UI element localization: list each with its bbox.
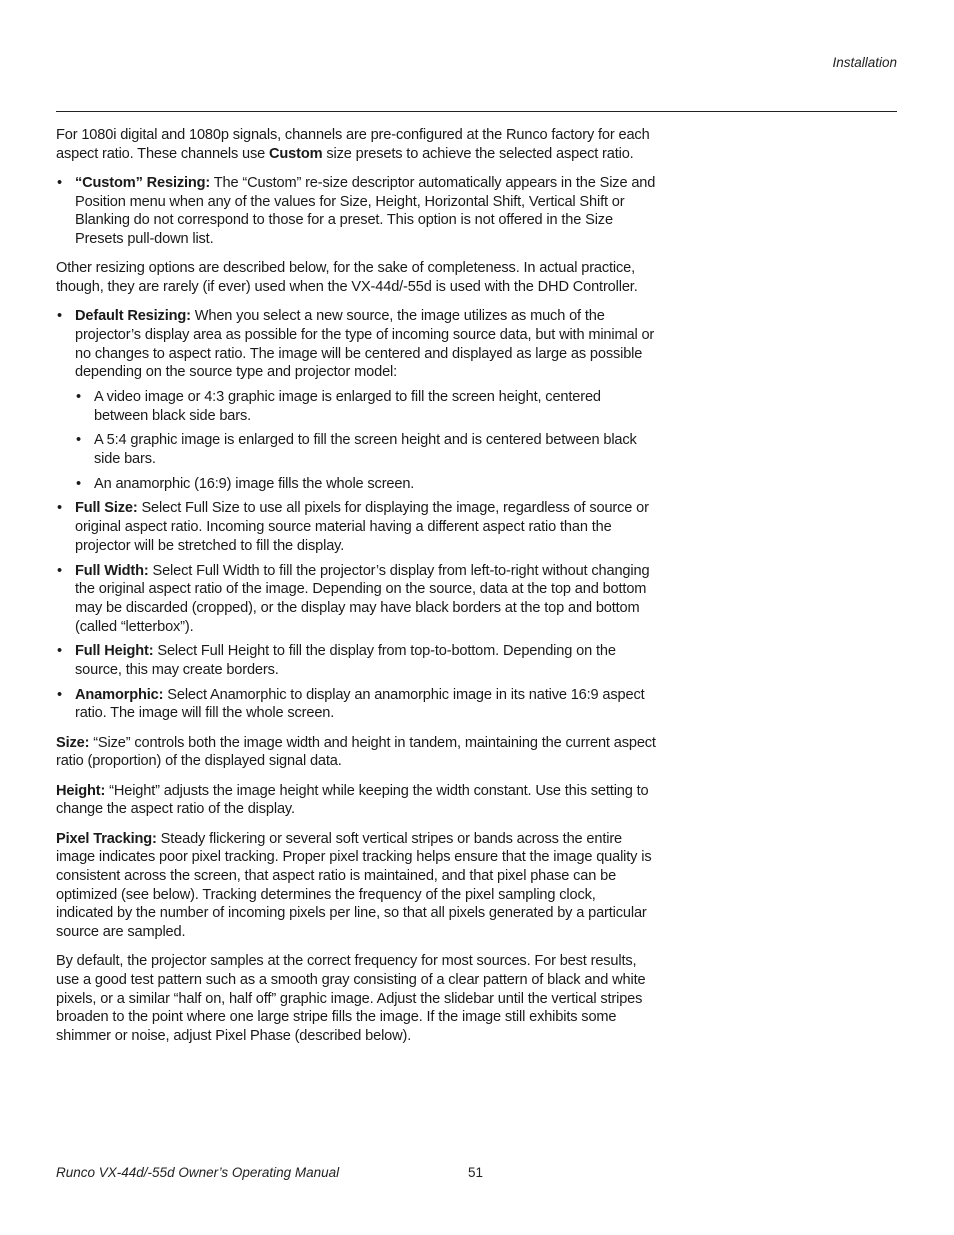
- sub-bullet-anamorphic-image: • An anamorphic (16:9) image fills the whole screen.: [75, 475, 656, 494]
- height-paragraph: [56, 782, 656, 819]
- page-content: [56, 126, 656, 1056]
- footer-page-number: 51: [468, 1165, 484, 1180]
- size-paragraph: [56, 734, 656, 771]
- running-header-section: Installation: [832, 55, 897, 70]
- height-text: “Height” adjusts the image height while keeping the width constant. Use this setting to change the aspect ratio of the display.: [56, 782, 649, 818]
- bullet-term: Full Height:: [75, 643, 154, 660]
- default-sampling-paragraph: By default, the projector samples at the correct frequency for most sources. For best results, use a good test pattern such as a smooth gray consisting of a clear pattern of black and white pixels, or a similar “half on, half off” graphic image. Adjust the slidebar until the vertical stripes broaden to the point where one large stripe fills the image. If the image still exhibits some shimmer or noise, adjust Pixel Phase (described below).: [56, 953, 646, 1045]
- footer-manual-title: Runco VX-44d/-55d Owner’s Operating Manual: [56, 1165, 340, 1180]
- bullet-text: The “Custom” re-size descriptor automatically appears in the Size and Position menu when any of the values for Size, Height, Horizontal Shift, Vertical Shift or Blanking do not correspond to those for a preset. This option is not offered in the Size Presets pull-down list.: [75, 174, 656, 248]
- intro-bold-custom: Custom: [269, 145, 323, 162]
- bullet-term: Default Resizing:: [75, 308, 191, 325]
- bullet-term: Full Width:: [75, 562, 149, 579]
- bullet-custom-resizing: [56, 174, 656, 249]
- bullet-text: When you select a new source, the image utilizes as much of the projector’s display area as possible for the type of incoming source data, but with minimal or no changes to aspect ratio. The image will be centered and displayed as large as possible depending on the source type and projector model:: [75, 308, 655, 381]
- bullet-full-size: [56, 499, 656, 555]
- header-rule: [56, 111, 897, 112]
- height-term: Height:: [56, 782, 106, 799]
- pixel-tracking-term: Pixel Tracking:: [56, 830, 157, 847]
- sub-bullet-5-4-image: • A 5:4 graphic image is enlarged to fill the screen height and is centered between black side bars.: [75, 431, 656, 468]
- intro-paragraph: [56, 126, 656, 163]
- pixel-tracking-text: Steady flickering or several soft vertical stripes or bands across the entire image indicates poor pixel tracking. Proper pixel tracking helps ensure that the image quality is consistent across the screen, that aspect ratio is maintained, and that pixel phase can be optimized (see below). Tracking determines the frequency of the pixel sampling clock, indicated by the number of incoming pixels per line, so that all pixels generated by a particular source are sampled.: [56, 830, 652, 941]
- other-options-paragraph: Other resizing options are described below, for the sake of completeness. In actual practice, though, they are rarely (if ever) used when the VX-44d/-55d is used with the DHD Controller.: [56, 260, 638, 295]
- size-term: Size:: [56, 734, 90, 751]
- bullet-term: Full Size:: [75, 500, 138, 517]
- bullet-anamorphic: [56, 686, 656, 723]
- bullet-text: Select Full Size to use all pixels for displaying the image, regardless of source or original aspect ratio. Incoming source material having a different aspect ratio than the projector will be stretched to fill the display.: [75, 500, 649, 554]
- size-text: “Size” controls both the image width and height in tandem, maintaining the current aspect ratio (proportion) of the displayed signal data.: [56, 734, 656, 770]
- bullet-default-resizing: [56, 307, 656, 382]
- bullet-text: Select Full Width to fill the projector’s display from left-to-right without changing the original aspect ratio of the image. Depending on the source, data at the top and bottom may be discarded (cropped), or the display may have black borders at the top and bottom (called “letterbox”).: [75, 562, 650, 635]
- bullet-full-height: [56, 642, 656, 679]
- bullet-full-width: [56, 562, 656, 637]
- pixel-tracking-paragraph: [56, 830, 656, 942]
- intro-text-pre: For 1080i digital and 1080p signals, channels are pre-configured at the Runco factory for each aspect ratio. These channels use: [56, 127, 650, 162]
- bullet-text: Select Anamorphic to display an anamorphic image in its native 16:9 aspect ratio. The image will fill the whole screen.: [75, 686, 645, 722]
- intro-text-post: size presets to achieve the selected aspect ratio.: [322, 145, 634, 162]
- sub-bullet-video-image: • A video image or 4:3 graphic image is enlarged to fill the screen height, centered between black side bars.: [75, 388, 656, 425]
- bullet-text: Select Full Height to fill the display from top-to-bottom. Depending on the source, this may create borders.: [75, 643, 616, 679]
- bullet-term: Anamorphic:: [75, 686, 164, 703]
- bullet-term: “Custom” Resizing:: [75, 174, 211, 191]
